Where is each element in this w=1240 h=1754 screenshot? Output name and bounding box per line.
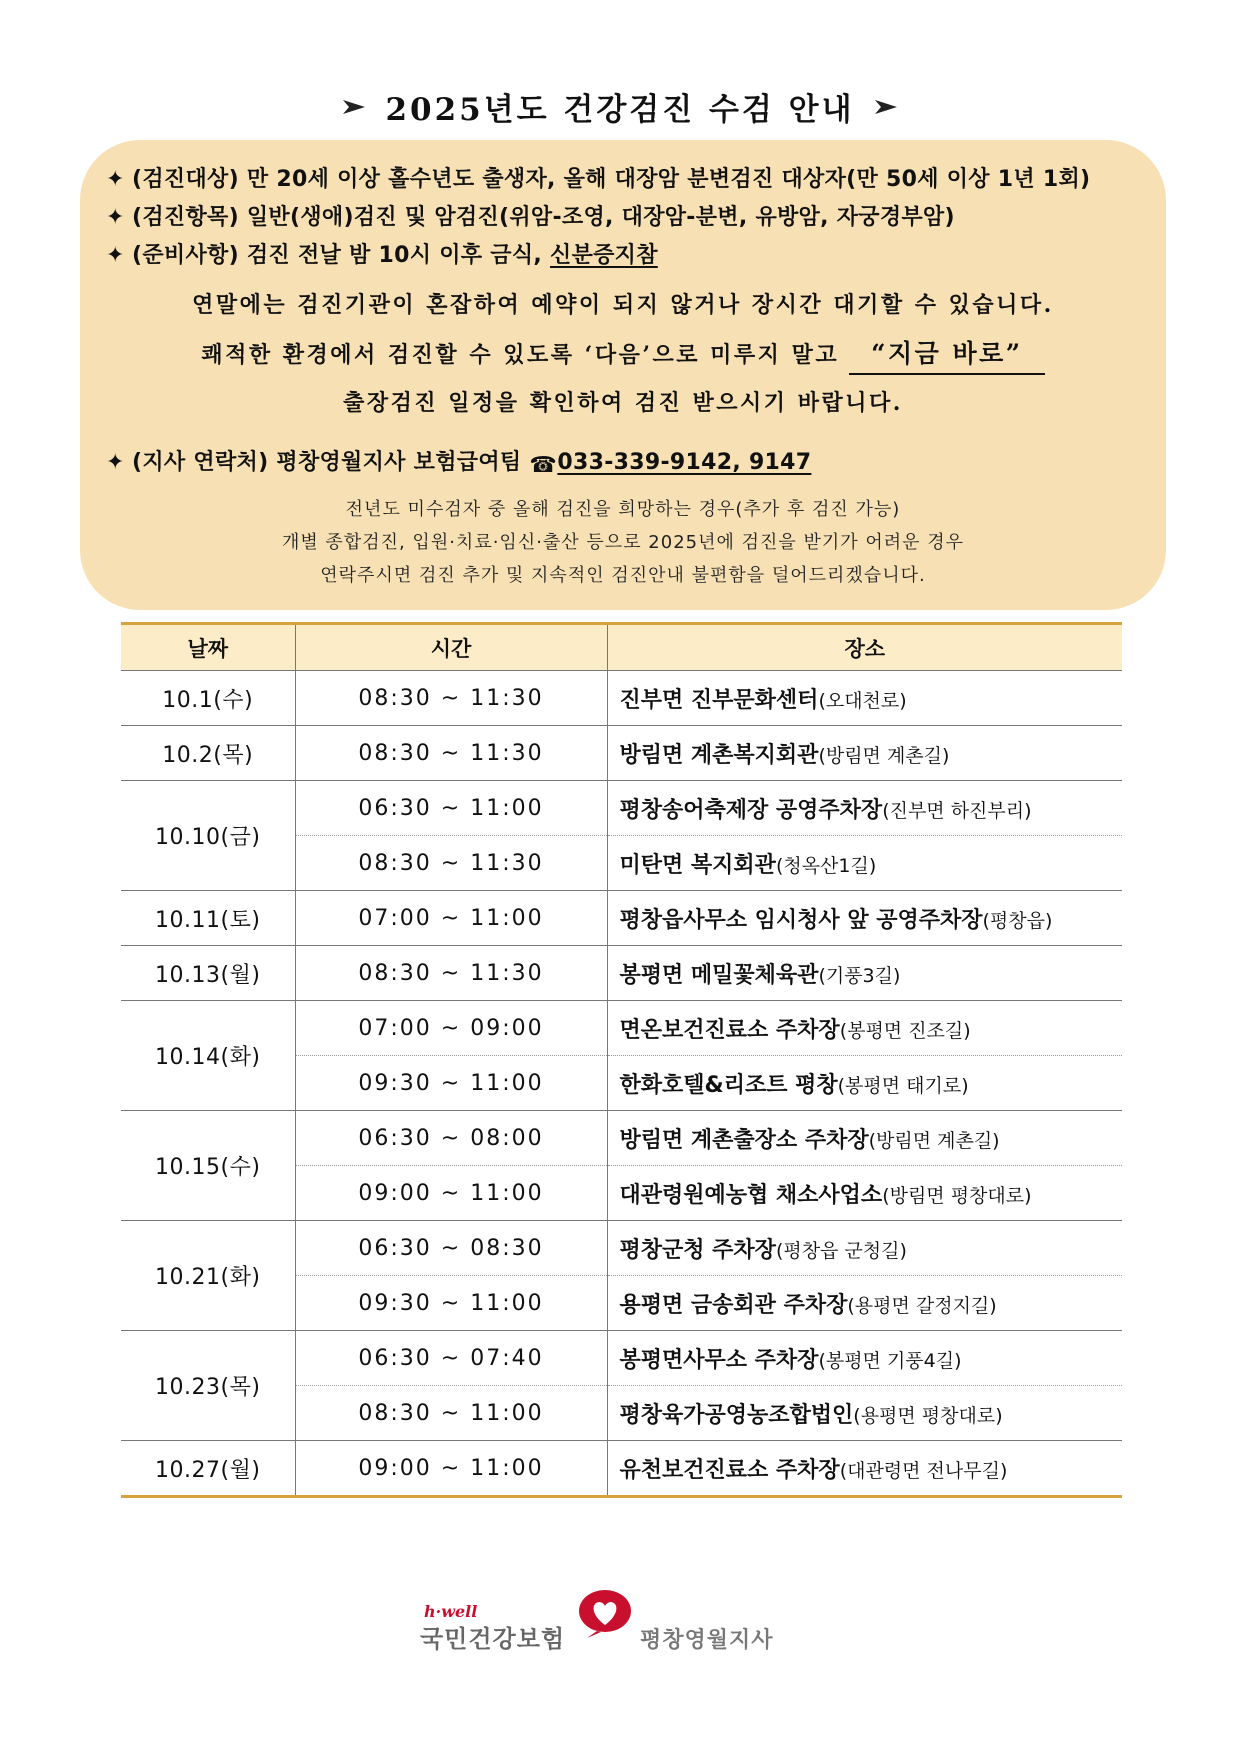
table-header-row [121, 624, 1122, 671]
sub-note: 전년도 미수검자 중 올해 검진을 희망하는 경우(추가 후 검진 가능) [345, 499, 901, 520]
place-address: (봉평면 기풍4길) [818, 1349, 962, 1372]
phone-icon: ☎ [529, 453, 558, 478]
place-name: 평창육가공영농조합법인 [619, 1402, 854, 1428]
footer [0, 1597, 1240, 1677]
table-row [121, 781, 1122, 836]
cell-time: 08:30 ~ 11:00 [295, 1386, 607, 1441]
place-address: (봉평면 태기로) [837, 1074, 969, 1097]
cell-time: 07:00 ~ 09:00 [295, 1001, 607, 1056]
arrow-diamond-icon [873, 96, 899, 118]
cell-time: 06:30 ~ 08:30 [295, 1221, 607, 1276]
cell-time: 09:00 ~ 11:00 [295, 1441, 607, 1497]
contact-phone[interactable]: 033-339-9142, 9147 [557, 450, 812, 475]
table-row [121, 1001, 1122, 1056]
table-row [121, 1331, 1122, 1386]
header-time: 시간 [295, 624, 607, 671]
cell-time: 06:30 ~ 11:00 [295, 781, 607, 836]
place-address: (청옥산1길) [775, 854, 877, 877]
id-card-note: 신분증지참 [550, 243, 658, 268]
place-name: 한화호텔&리조트 평창 [619, 1072, 838, 1098]
cell-time: 08:30 ~ 11:30 [295, 946, 607, 1001]
cell-date: 10.11(토) [121, 891, 295, 946]
table-row [121, 671, 1122, 726]
branch-name: 평창영월지사 [640, 1628, 774, 1653]
table-row [121, 1221, 1122, 1276]
bullet-prep [106, 238, 658, 269]
contact-line [106, 445, 811, 478]
cell-date: 10.27(월) [121, 1441, 295, 1497]
cell-place [607, 836, 1122, 891]
place-address: (오대천로) [818, 689, 907, 712]
info-box [80, 140, 1166, 610]
header-date: 날짜 [121, 624, 295, 671]
cell-date: 10.15(수) [121, 1111, 295, 1221]
cell-time: 06:30 ~ 08:00 [295, 1111, 607, 1166]
cell-time: 08:30 ~ 11:30 [295, 836, 607, 891]
place-address: (방림면 계촌길) [818, 744, 950, 767]
brand-name: 국민건강보험 [420, 1625, 566, 1653]
sparkle-icon: ✦ [106, 243, 125, 268]
cell-place [607, 671, 1122, 726]
table-row [121, 891, 1122, 946]
brand-tagline: h·well [424, 1602, 478, 1621]
header-place: 장소 [607, 624, 1122, 671]
cell-time: 08:30 ~ 11:30 [295, 726, 607, 781]
page-header [0, 84, 1240, 129]
bullet-items [106, 200, 955, 231]
sub-note: 연락주시면 검진 추가 및 지속적인 검진안내 불편함을 덜어드리겠습니다. [320, 565, 926, 586]
place-name: 봉평면사무소 주차장 [619, 1347, 819, 1373]
cell-time: 09:30 ~ 11:00 [295, 1056, 607, 1111]
cell-time: 07:00 ~ 11:00 [295, 891, 607, 946]
cell-place [607, 1386, 1122, 1441]
place-name: 평창읍사무소 임시청사 앞 공영주차장 [619, 907, 983, 933]
cell-place [607, 1276, 1122, 1331]
cell-place [607, 1441, 1122, 1497]
place-address: (평창읍) [982, 909, 1053, 932]
place-address: (용평면 갈정지길) [847, 1294, 997, 1317]
place-name: 방림면 계촌복지회관 [619, 742, 819, 768]
sparkle-icon: ✦ [106, 450, 125, 475]
cell-time: 06:30 ~ 07:40 [295, 1331, 607, 1386]
cell-place [607, 1056, 1122, 1111]
cell-date: 10.10(금) [121, 781, 295, 891]
cell-place [607, 1001, 1122, 1056]
place-address: (방림면 평창대로) [882, 1184, 1032, 1207]
place-address: (대관령면 전나무길) [839, 1459, 1008, 1482]
table-row [121, 946, 1122, 1001]
sparkle-icon: ✦ [106, 205, 125, 230]
cell-place [607, 1166, 1122, 1221]
cell-date: 10.23(목) [121, 1331, 295, 1441]
table-row [121, 1441, 1122, 1497]
schedule-table [121, 622, 1122, 1498]
place-name: 평창군청 주차장 [619, 1237, 776, 1263]
place-name: 평창송어축제장 공영주차장 [619, 797, 883, 823]
place-name: 봉평면 메밀꽃체육관 [619, 962, 819, 988]
cell-time: 08:30 ~ 11:30 [295, 671, 607, 726]
cell-date: 10.1(수) [121, 671, 295, 726]
bullet-text: (검진대상) 만 20세 이상 홀수년도 출생자, 올해 대장암 분변검진 대상자(만 50세 이상 1년 1회) [132, 167, 1091, 192]
place-name: 용평면 금송회관 주차장 [619, 1292, 848, 1318]
table-row [121, 1111, 1122, 1166]
place-address: (평창읍 군청길) [775, 1239, 907, 1262]
notice-now-emphasis: “지금 바로” [849, 334, 1045, 375]
cell-time: 09:00 ~ 11:00 [295, 1166, 607, 1221]
notice-line-3: 출장검진 일정을 확인하여 검진 받으시기 바랍니다. [343, 390, 903, 416]
heart-logo-icon [577, 1589, 633, 1639]
schedule-body [121, 671, 1122, 1497]
cell-place [607, 891, 1122, 946]
sparkle-icon: ✦ [106, 167, 125, 192]
place-name: 진부면 진부문화센터 [619, 687, 819, 713]
place-address: (봉평면 진조길) [839, 1019, 971, 1042]
bullet-text: (검진항목) 일반(생애)검진 및 암검진(위암-조영, 대장암-분변, 유방암, 자궁경부암) [132, 205, 955, 230]
cell-place [607, 781, 1122, 836]
place-name: 대관령원예농협 채소사업소 [619, 1182, 883, 1208]
place-name: 면온보건진료소 주차장 [619, 1017, 840, 1043]
cell-time: 09:30 ~ 11:00 [295, 1276, 607, 1331]
arrow-diamond-icon [341, 96, 367, 118]
cell-date: 10.14(화) [121, 1001, 295, 1111]
contact-label: (지사 연락처) 평창영월지사 보험급여팀 [132, 450, 522, 475]
place-name: 방림면 계촌출장소 주차장 [619, 1127, 869, 1153]
cell-place [607, 1331, 1122, 1386]
place-name: 미탄면 복지회관 [619, 852, 776, 878]
cell-place [607, 1111, 1122, 1166]
cell-place [607, 946, 1122, 1001]
place-address: (기풍3길) [818, 964, 901, 987]
cell-date: 10.13(월) [121, 946, 295, 1001]
cell-date: 10.2(목) [121, 726, 295, 781]
cell-place [607, 1221, 1122, 1276]
bullet-target [106, 162, 1090, 193]
place-address: (용평면 평창대로) [853, 1404, 1003, 1427]
cell-date: 10.21(화) [121, 1221, 295, 1331]
place-address: (진부면 하진부리) [882, 799, 1032, 822]
notice-line-1: 연말에는 검진기관이 혼잡하여 예약이 되지 않거나 장시간 대기할 수 있습니다. [192, 292, 1054, 318]
place-name: 유천보건진료소 주차장 [619, 1457, 840, 1483]
bullet-text: (준비사항) 검진 전날 밤 10시 이후 금식, [132, 243, 551, 268]
notice-line-2-text: 쾌적한 환경에서 검진할 수 있도록 ‘다음’으로 미루지 말고 [201, 342, 840, 368]
page-title: 2025년도 건강검진 수검 안내 [385, 92, 855, 128]
notice-line-2 [80, 334, 1166, 375]
sub-note: 개별 종합검진, 입원·치료·임신·출산 등으로 2025년에 검진을 받기가 어려운 경우 [281, 532, 965, 553]
cell-place [607, 726, 1122, 781]
place-address: (방림면 계촌길) [868, 1129, 1000, 1152]
table-row [121, 726, 1122, 781]
